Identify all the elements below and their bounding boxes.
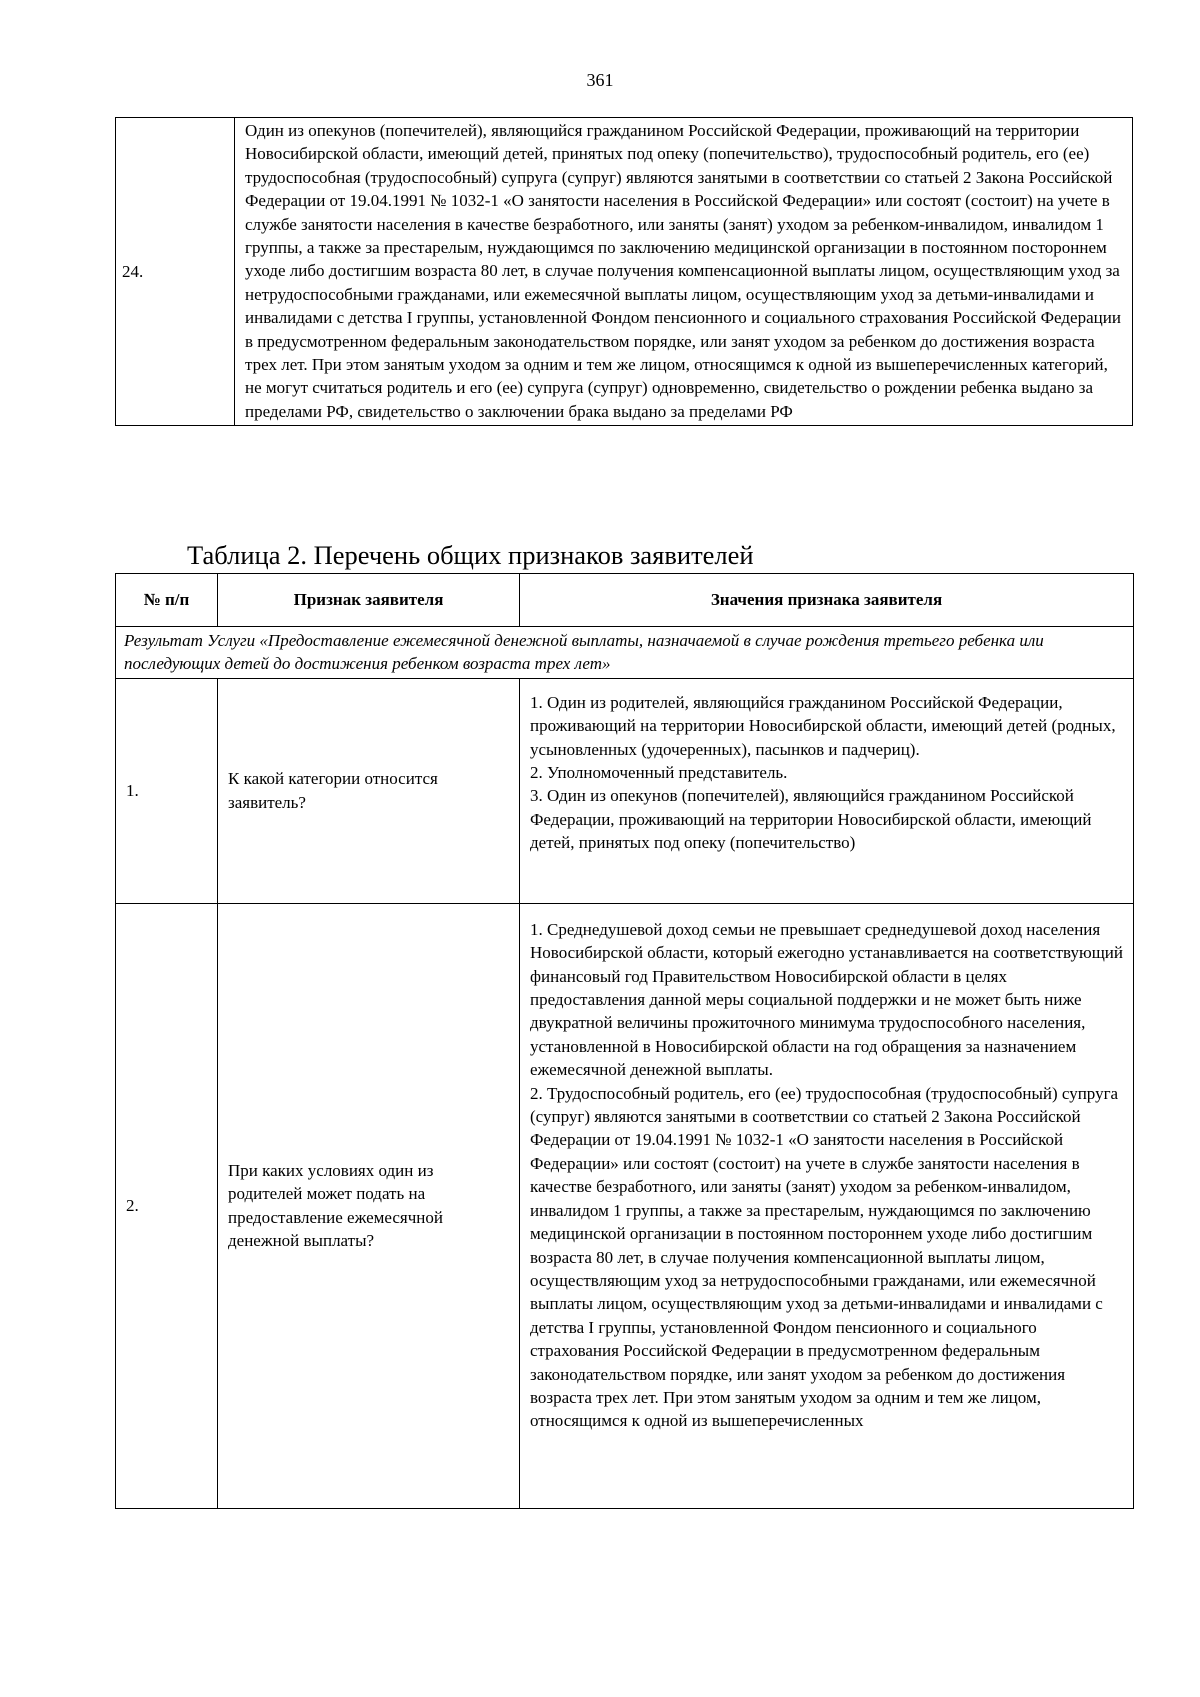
value-item: 1. Один из родителей, являющийся гражданином Российской Федерации, проживающий на территории Новосибирской области, имеющий детей (родных, усыновленных (удочеренных), пасынков и падчериц).	[530, 692, 1116, 759]
criterion-values	[520, 678, 1134, 903]
row-number: 24.	[116, 118, 235, 426]
header-row	[116, 574, 1134, 627]
table-row	[116, 678, 1134, 903]
table-row	[116, 118, 1133, 426]
result-row	[116, 627, 1134, 679]
value-item: 2. Трудоспособный родитель, его (ее) трудоспособная (трудоспособный) супруга (супруг) являются занятыми в соответствии со статьей 2 Закона Российской Федерации от 19.04.1991 № 1032-1 «О занятости населения в Российской Федерации» или состоят (состоит) на учете в службе занятости населения в качестве безработного, или заняты (занят) уходом за ребенком-инвалидом, инвалидом 1 группы, а также за престарелым, нуждающимся по заключению медицинской организации в постоянном постороннем уходе либо достигшим возраста 80 лет, в случае получения компенсационной выплаты лицом, осуществляющим уход за нетрудоспособными гражданами, или ежемесячной выплаты лицом, осуществляющим уход за детьми-инвалидами и инвалидами с детства I группы, установленной Фондом пенсионного и социального страхования Российской Федерации в предусмотренном федеральным законодательством порядке, или занят уходом за ребенком до достижения возраста трех лет. При этом занятым уходом за одним и тем же лицом, относящимся к одной из вышеперечисленных	[530, 1083, 1119, 1431]
value-item: 3. Один из опекунов (попечителей), являющийся гражданином Российской Федерации, проживающий на территории Новосибирской области, имеющий детей, принятых под опеку (попечительство)	[530, 786, 1092, 853]
table-row	[116, 903, 1134, 1508]
header-criterion: Признак заявителя	[218, 574, 520, 627]
row-number: 1.	[116, 678, 218, 903]
table-caption: Таблица 2. Перечень общих признаков заявителей	[187, 540, 754, 570]
criterion-values	[520, 903, 1134, 1508]
applicant-criteria-table	[115, 573, 1134, 1509]
row-number: 2.	[116, 903, 218, 1508]
continuation-table	[115, 117, 1133, 426]
page-number: 361	[586, 70, 614, 90]
criterion-text: К какой категории относится заявитель?	[218, 678, 520, 903]
value-item: 1. Среднедушевой доход семьи не превышает среднедушевой доход населения Новосибирской области, который ежегодно устанавливается на соответствующий финансовый год Правительством Новосибирской области в целях предоставления данной меры социальной поддержки и не может быть ниже двукратной величины прожиточного минимума трудоспособного населения, установленной в Новосибирской области на год обращения за назначением ежемесячной денежной выплаты.	[530, 919, 1123, 1080]
header-number: № п/п	[116, 574, 218, 627]
value-item: 2. Уполномоченный представитель.	[530, 763, 788, 783]
row-text: Один из опекунов (попечителей), являющийся гражданином Российской Федерации, проживающий на территории Новосибирской области, имеющий детей, принятых под опеку (попечительство), трудоспособный родитель, его (ее) трудоспособная (трудоспособный) супруга (супруг) являются занятыми в соответствии со статьей 2 Закона Российской Федерации от 19.04.1991 № 1032-1 «О занятости населения в Российской Федерации» или состоят (состоит) на учете в службе занятости населения в качестве безработного, или заняты (занят) уходом за ребенком-инвалидом, инвалидом 1 группы, а также за престарелым, нуждающимся по заключению медицинской организации в постоянном постороннем уходе либо достигшим возраста 80 лет, в случае получения компенсационной выплаты лицом, осуществляющим уход за нетрудоспособными гражданами, или ежемесячной выплаты лицом, осуществляющим уход за детьми-инвалидами и инвалидами с детства I группы, установленной Фондом пенсионного и социального страхования Российской Федерации в предусмотренном федеральным законодательством порядке, или занят уходом за ребенком до достижения возраста трех лет. При этом занятым уходом за одним и тем же лицом, относящимся к одной из вышеперечисленных категорий, не могут считаться родитель и его (ее) супруга (супруг) одновременно, свидетельство о рождении ребенка выдано за пределами РФ, свидетельство о заключении брака выдано за пределами РФ	[235, 118, 1133, 426]
header-values: Значения признака заявителя	[520, 574, 1134, 627]
service-result: Результат Услуги «Предоставление ежемесячной денежной выплаты, назначаемой в случае рождения третьего ребенка или последующих детей до достижения ребенком возраста трех лет»	[116, 627, 1134, 679]
criterion-text: При каких условиях один из родителей может подать на предоставление ежемесячной денежной выплаты?	[218, 903, 520, 1508]
